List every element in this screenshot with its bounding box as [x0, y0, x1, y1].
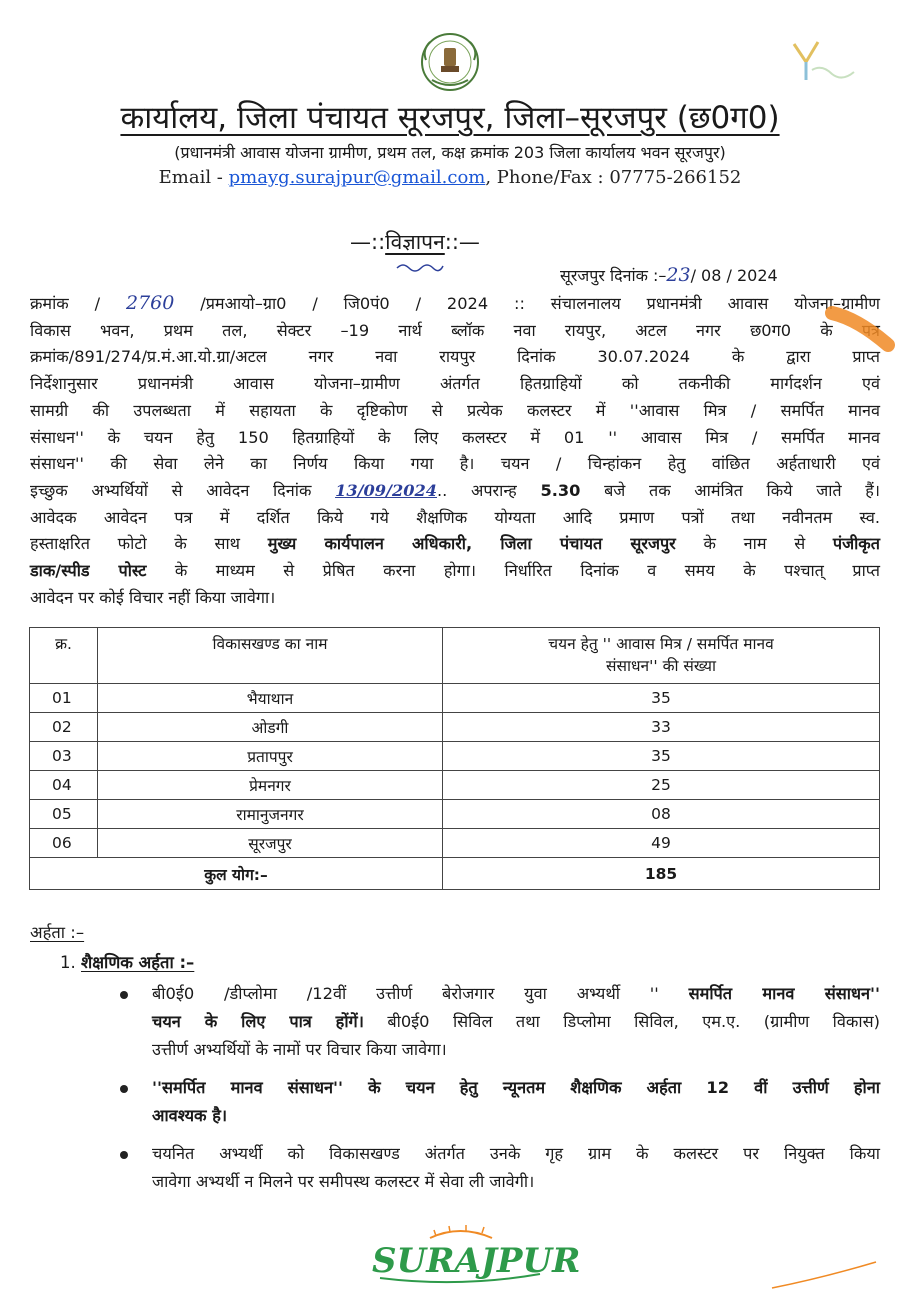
body-line-2: विकास भवन, प्रथम तल, सेक्टर –19 नार्थ ब्लॉक नवा रायपुर, अटल नगर छ0ग0 के पत्र	[30, 320, 880, 340]
body-line-11: डाक/स्पीड पोस्ट के माध्यम से प्रेषित करना होगा। निर्धारित दिनांक व समय के पश्चात् प्राप्त	[30, 561, 880, 581]
phone-label: , Phone/Fax :	[485, 167, 610, 188]
education-heading: 1. शैक्षणिक अर्हता :–	[60, 953, 195, 972]
email-link[interactable]: pmayg.surajpur@gmail.com	[228, 167, 486, 188]
handwritten-squiggle-icon	[395, 258, 445, 276]
table-row: 03 प्रतापपुर 35	[30, 742, 880, 771]
bullet-icon	[120, 991, 128, 999]
col-sn-header: क्र.	[30, 628, 98, 684]
surajpur-logo-icon	[370, 1228, 581, 1286]
handwritten-date-day: 23	[666, 264, 691, 286]
chhattisgarh-emblem-icon	[412, 30, 488, 96]
block-count-table	[29, 627, 880, 890]
table-row: 06 सूरजपुर 49	[30, 829, 880, 858]
requirements-heading: अर्हता :–	[30, 923, 85, 942]
footer-logo-text: SURAJPUR	[372, 1241, 581, 1281]
table-row: 02 ओडगी 33	[30, 713, 880, 742]
notice-date: सूरजपुर दिनांक :–23/ 08 / 2024	[560, 264, 778, 286]
body-line-12: आवेदन पर कोई विचार नहीं किया जावेगा।	[30, 587, 276, 607]
office-contact	[30, 167, 870, 188]
bullet-icon	[120, 1151, 128, 1159]
office-subtitle: (प्रधानमंत्री आवास योजना ग्रामीण, प्रथम तल, कक्ष क्रमांक 203 जिला कार्यालय भवन सूरजपुर)	[174, 143, 726, 162]
body-line-7: संसाधन'' की सेवा लेने का निर्णय किया गया है। चयन / चिन्हांकन हेतु वांछित अर्हताधारी एवं	[30, 454, 880, 474]
table-total-row	[30, 858, 880, 890]
table-row: 04 प्रेमनगर 25	[30, 771, 880, 800]
handwritten-last-date: 13/09/2024	[335, 480, 437, 500]
notice-heading: —::विज्ञापन::—	[350, 230, 480, 254]
col-count-header: चयन हेतु '' आवास मित्र / समर्पित मानव संसाधन'' की संख्या	[443, 628, 880, 684]
phone-number: 07775-266152	[609, 167, 742, 188]
corner-mark-icon	[770, 1258, 880, 1292]
handwritten-ref-number: 2760	[126, 292, 175, 314]
email-label: Email -	[158, 167, 229, 188]
body-line-3: क्रमांक/891/274/प्र.मं.आ.यो.ग्रा/अटल नगर नवा रायपुर दिनांक 30.07.2024 के द्वारा प्राप्त	[30, 347, 880, 367]
body-line-4: निर्देशानुसार प्रधानमंत्री आवास योजना–ग्रामीण अंतर्गत हितग्राहियों को तकनीकी मार्गदर्शन एवं	[30, 374, 880, 394]
list-item: बी0ई0 /डीप्लोमा /12वीं उत्तीर्ण बेरोजगार युवा अभ्यर्थी '' समर्पित मानव संसाधन'' चयन के लिए पात्र होंगें। बी0ई0 सिविल तथा डिप्लोमा सिविल, एम.ए. (ग्रामीण विकास) उत्तीर्ण अभ्यर्थियों के नामों पर विचार किया जावेगा।	[120, 980, 880, 1064]
body-line-6: संसाधन'' के चयन हेतु 150 हितग्राहियों के लिए कलस्टर में 01 '' आवास मित्र / समर्पित मानव	[30, 427, 880, 447]
highlighter-mark-icon	[828, 305, 898, 355]
col-block-header: विकासखण्ड का नाम	[98, 628, 443, 684]
list-item: ''समर्पित मानव संसाधन'' के चयन हेतु न्यूनतम शैक्षणिक अर्हता 12 वीं उत्तीर्ण होना आवश्यक है।	[120, 1074, 880, 1130]
notice-body	[30, 290, 880, 611]
office-title: कार्यालय, जिला पंचायत सूरजपुर, जिला–सूरजपुर (छ0ग0)	[120, 100, 780, 136]
body-line-9: आवेदक आवेदन पत्र में दर्शित किये गये शैक्षणिक योग्यता आदि प्रमाण पत्रों तथा नवीनतम स्व.	[30, 507, 880, 527]
total-label: कुल योग:–	[30, 858, 443, 890]
total-value: 185	[443, 858, 880, 890]
body-line-5: सामग्री की उपलब्धता में सहायता के दृष्टिकोण से प्रत्येक कलस्टर में ''आवास मित्र / समर्पित मानव	[30, 400, 880, 420]
table-row: 01 भैयाथान 35	[30, 684, 880, 713]
body-line-8: इच्छुक अभ्यर्थियों से आवेदन दिनांक 13/09/2024.. अपरान्ह 5.30 बजे तक आमंत्रित किये जाते हैं।	[30, 480, 881, 500]
program-logo-icon	[784, 36, 864, 86]
table-header-row	[30, 628, 880, 684]
body-line-10: हस्ताक्षरित फोटो के साथ मुख्य कार्यपालन अधिकारी, जिला पंचायत सूरजपुर के नाम से पंजीकृत	[30, 534, 880, 554]
bullet-icon	[120, 1085, 128, 1093]
requirements-list	[120, 980, 880, 1206]
body-line-1: क्रमांक / 2760 /प्रमआयो–ग्रा0 / जि0पं0 / 2024 :: संचालनालय प्रधानमंत्री आवास योजना–ग्रामीण	[30, 292, 881, 314]
list-item: चयनित अभ्यर्थी को विकासखण्ड अंतर्गत उनके गृह ग्राम के कलस्टर पर नियुक्त किया जावेगा अभ्यर्थी न मिलने पर समीपस्थ कलस्टर में सेवा ली जावेगी।	[120, 1140, 880, 1196]
table-row: 05 रामानुजनगर 08	[30, 800, 880, 829]
